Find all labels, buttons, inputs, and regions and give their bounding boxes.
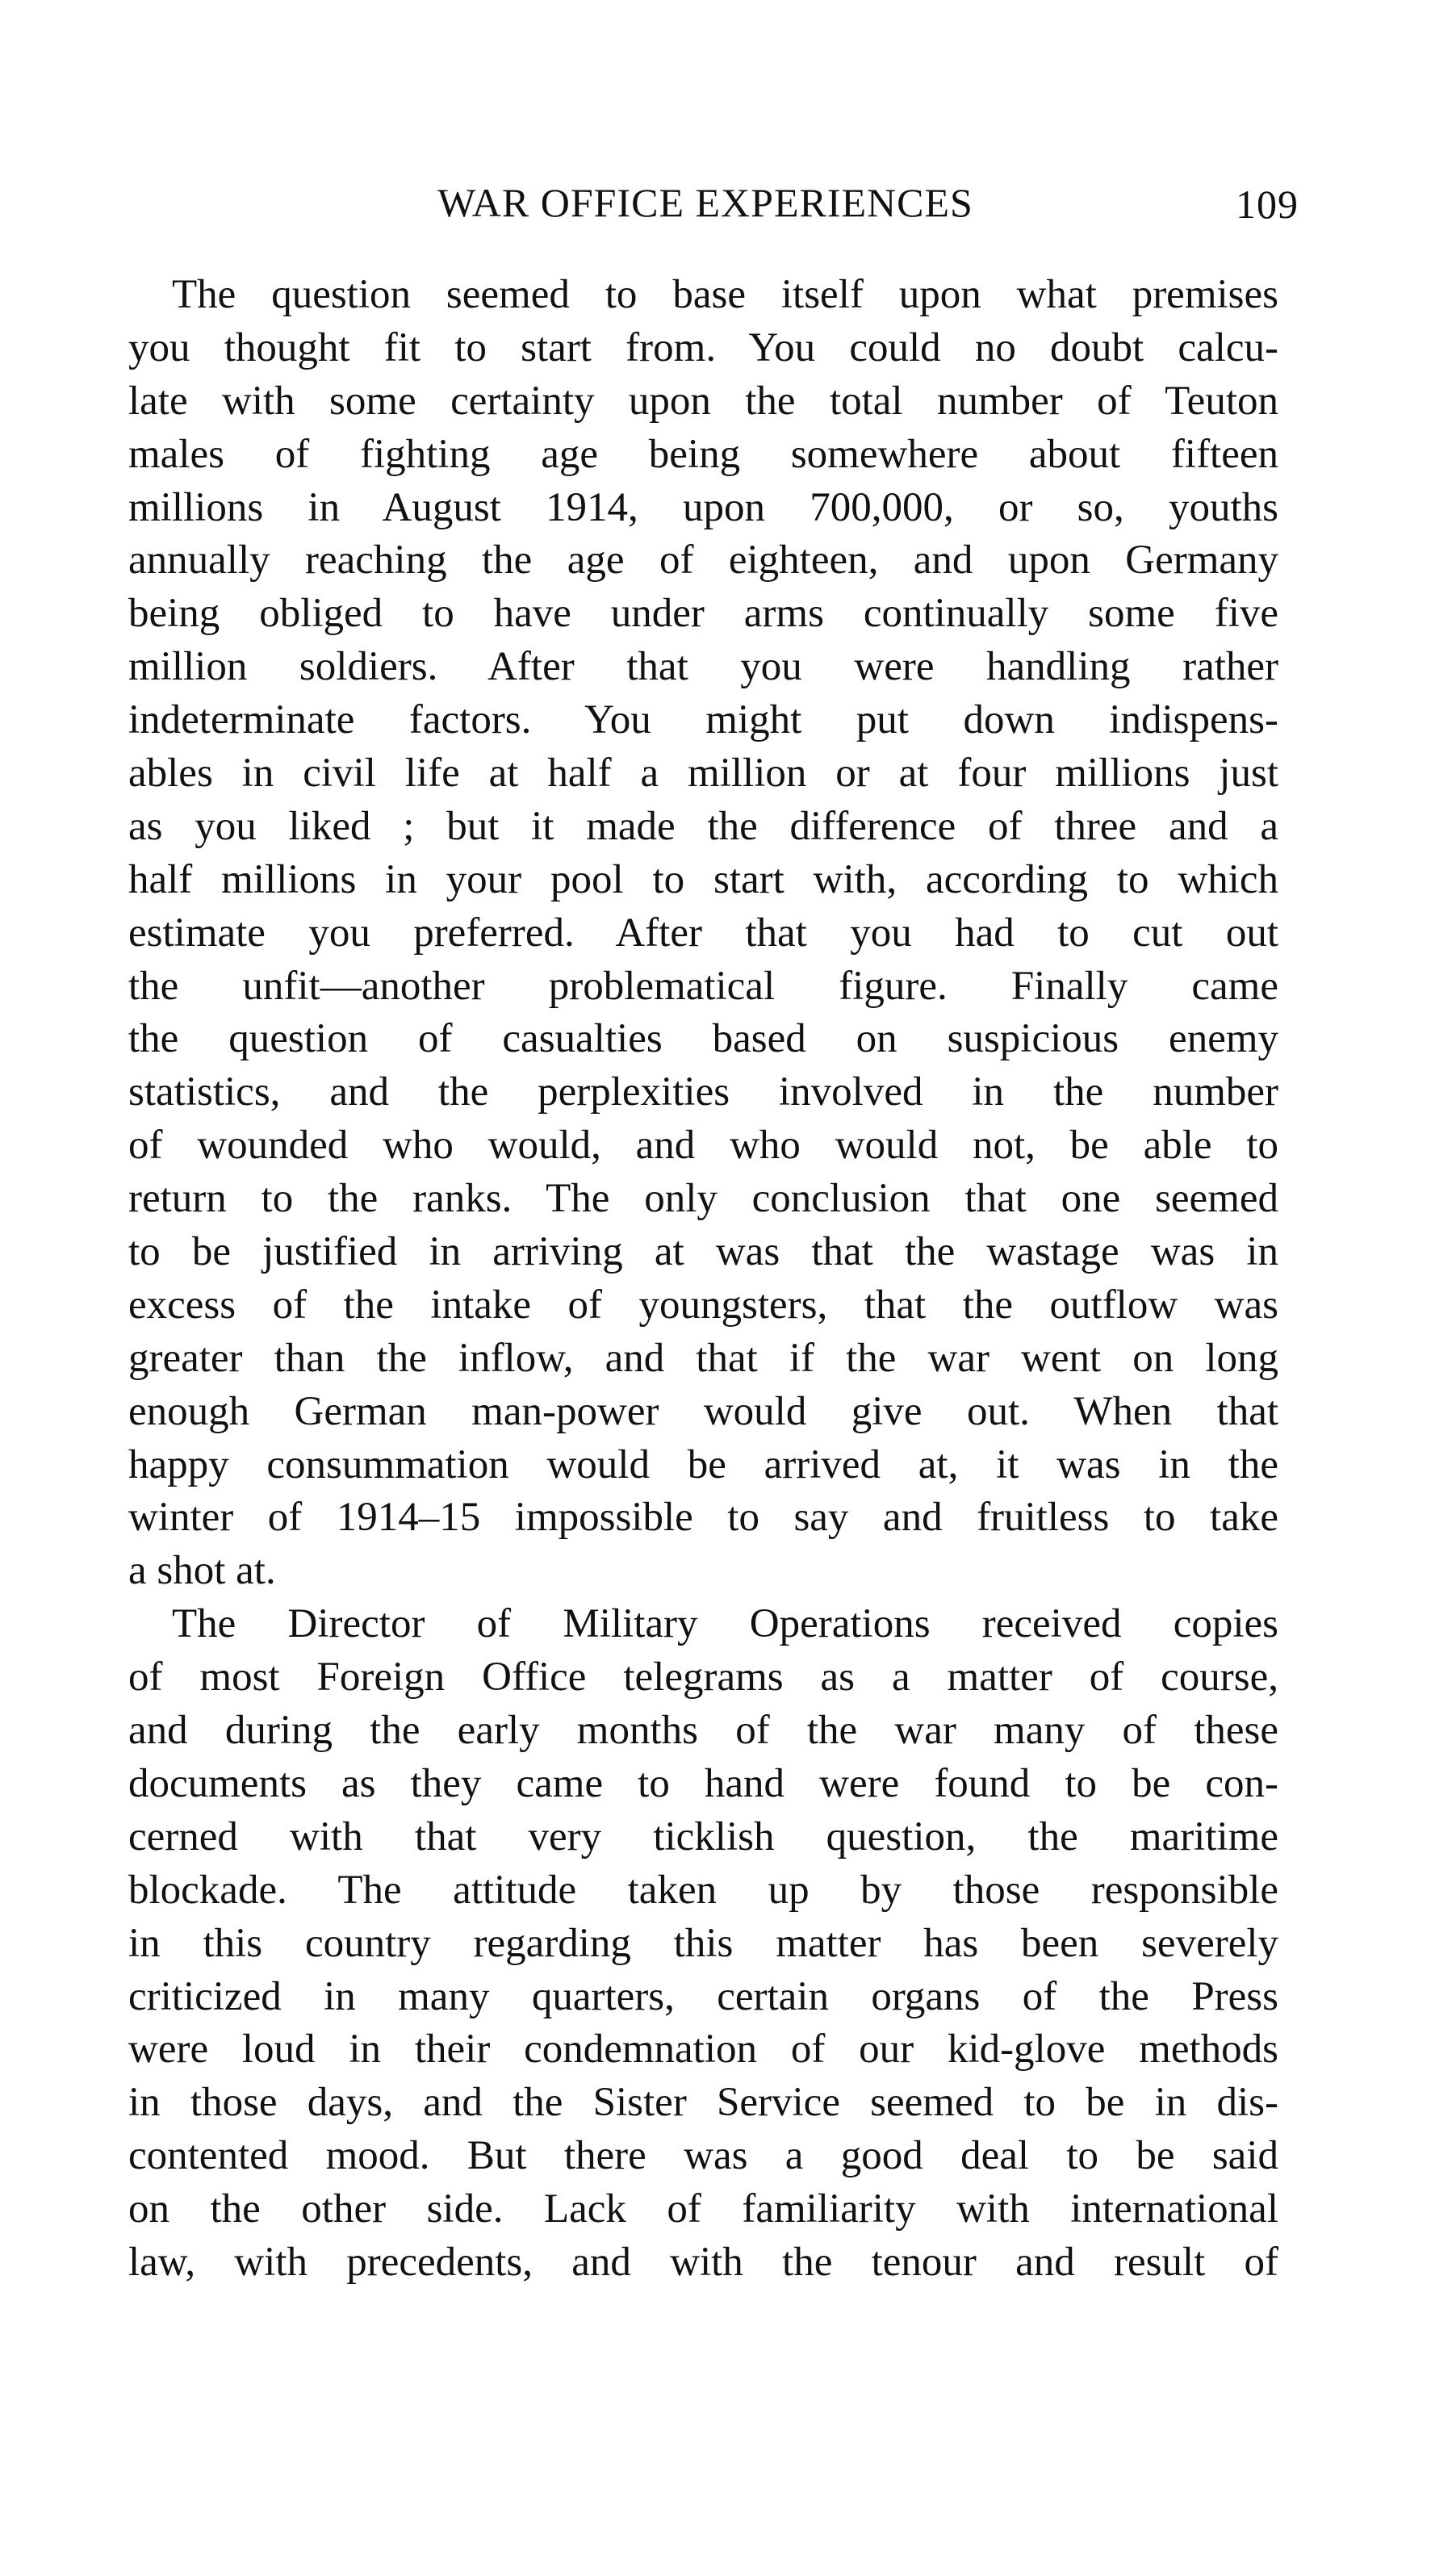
text-line: blockade. The attitude taken up by those responsible [128, 1867, 1278, 1913]
text-line: The Director of Military Operations received copies [172, 1601, 1278, 1647]
text-line: as you liked ; but it made the difference of three and a [128, 803, 1278, 849]
text-line: indeterminate factors. You might put down indispens- [128, 697, 1278, 743]
text-line: statistics, and the perplexities involved in the number [128, 1069, 1278, 1115]
text-line: estimate you preferred. After that you had to cut out [128, 910, 1278, 956]
text-line: law, with precedents, and with the tenour and result of [128, 2239, 1278, 2285]
page-number: 109 [1236, 182, 1299, 227]
text-line: males of fighting age being somewhere about fifteen [128, 431, 1278, 477]
text-line: being obliged to have under arms continually some five [128, 591, 1278, 637]
text-line: million soldiers. After that you were handling rather [128, 644, 1278, 690]
text-line: in this country regarding this matter has been severely [128, 1920, 1278, 1966]
text-line: in those days, and the Sister Service seemed to be in dis- [128, 2080, 1278, 2126]
text-line: and during the early months of the war many of these [128, 1708, 1278, 1754]
text-line: a shot at. [128, 1548, 276, 1594]
running-title: WAR OFFICE EXPERIENCES [437, 180, 973, 225]
text-line: half millions in your pool to start with, according to which [128, 856, 1278, 902]
paragraph [128, 1598, 1278, 2290]
text-line: millions in August 1914, upon 700,000, or so, youths [128, 484, 1278, 530]
text-line: winter of 1914–15 impossible to say and fruitless to take [128, 1495, 1278, 1541]
text-line: the unfit—another problematical figure. Finally came [128, 963, 1278, 1009]
text-line: were loud in their condemnation of our kid-glove methods [128, 2027, 1278, 2073]
text-line: enough German man-power would give out. When that [128, 1388, 1278, 1434]
text-line: late with some certainty upon the total number of Teuton [128, 378, 1278, 424]
text-line: to be justified in arriving at was that the wastage was in [128, 1229, 1278, 1275]
text-line: The question seemed to base itself upon what premises [172, 272, 1278, 317]
text-line: excess of the intake of youngsters, that the outflow was [128, 1282, 1278, 1328]
text-line: happy consummation would be arrived at, it was in the [128, 1441, 1278, 1487]
text-line: of most Foreign Office telegrams as a matter of course, [128, 1654, 1278, 1701]
body-text [128, 269, 1278, 2290]
text-line: annually reaching the age of eighteen, and upon Germany [128, 538, 1278, 584]
text-line: ables in civil life at half a million or at four millions just [128, 751, 1278, 797]
text-line: return to the ranks. The only conclusion that one seemed [128, 1176, 1278, 1222]
text-line: of wounded who would, and who would not, be able to [128, 1123, 1278, 1169]
text-line: greater than the inflow, and that if the war went on long [128, 1335, 1278, 1381]
text-line: you thought fit to start from. You could no doubt calcu- [128, 324, 1278, 370]
text-line: criticized in many quarters, certain organs of the Press [128, 1973, 1278, 2019]
paragraph [128, 269, 1278, 1598]
text-line: cerned with that very ticklish question, the maritime [128, 1813, 1278, 1859]
text-line: the question of casualties based on suspicious enemy [128, 1016, 1278, 1062]
text-line: on the other side. Lack of familiarity with international [128, 2186, 1278, 2232]
page-header [128, 179, 1299, 236]
text-line: contented mood. But there was a good deal to be said [128, 2133, 1278, 2179]
text-line: documents as they came to hand were found to be con- [128, 1760, 1278, 1806]
